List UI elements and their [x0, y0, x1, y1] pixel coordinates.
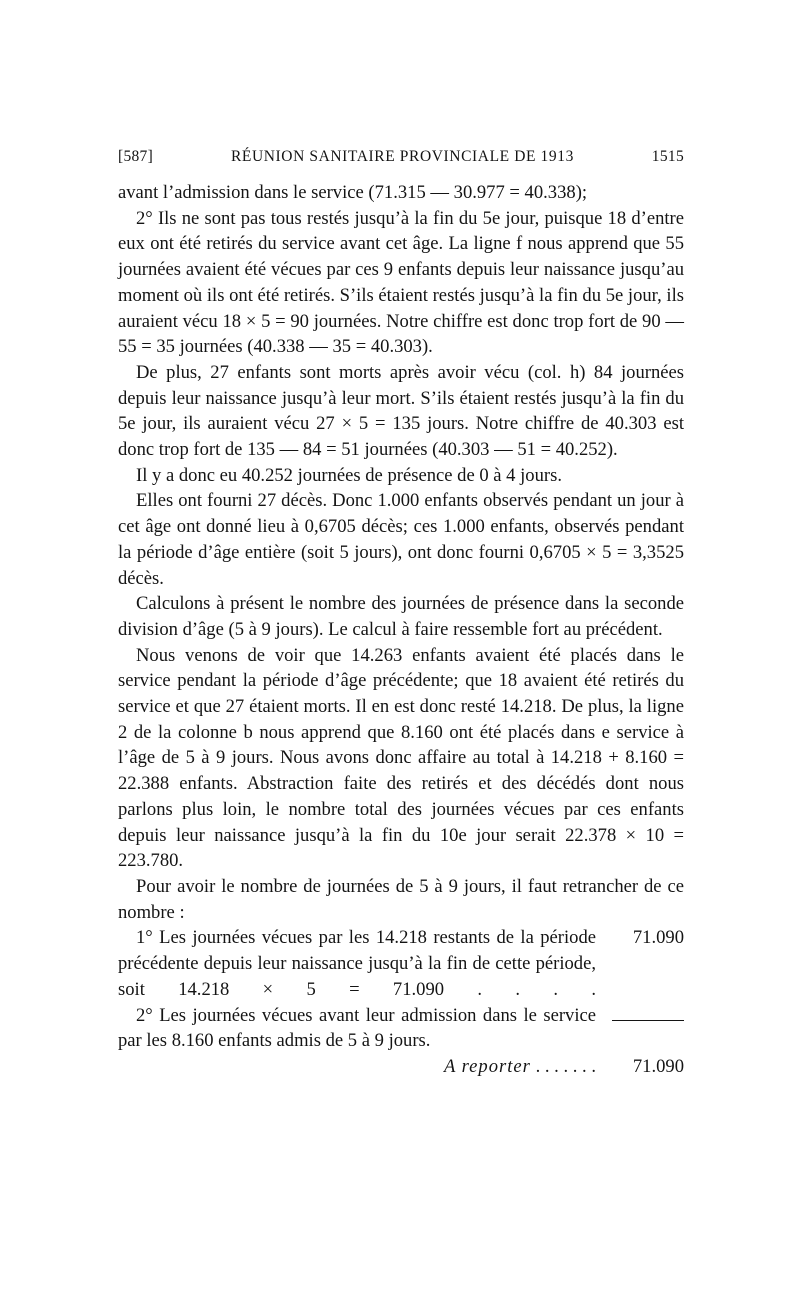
carry-forward-label: A reporter	[443, 1055, 531, 1077]
list-item-amount: 71.090	[632, 927, 684, 949]
list-item-text: 2° Les journées vécues avant leur admission dans le service par les 8.160 enfants admis de 5 à 9 jours.	[118, 1004, 596, 1052]
paragraph: Nous venons de voir que 14.263 enfants avaient été placés dans le service pendant la période d’âge précédente; que 18 avaient été retirés du service et que 27 étaient morts. Il en est donc resté 14.218. De plus, la ligne 2 de la colonne b nous apprend que 8.160 ont été placés dans e service à l’âge de 5 à 9 jours. Nous avons donc affaire au total à 14.218 + 8.160 = 22.388 enfants. Abstraction faite des retirés et des décédés dont nous parlons plus loin, le nombre total des journées vécues par ces enfants depuis leur naissance jusqu’à la fin du 10e jour serait 22.378 × 10 = 223.780.	[118, 644, 684, 872]
page-reference: [587]	[118, 148, 154, 165]
sum-rule	[612, 1006, 684, 1021]
running-header	[118, 148, 684, 166]
page-body	[118, 180, 684, 1080]
page-number: 1515	[651, 148, 684, 165]
carry-forward-amount: 71.090	[632, 1055, 684, 1077]
list-item	[118, 925, 684, 1002]
document-page	[118, 148, 684, 1080]
list-item-amount-cell	[596, 1003, 684, 1029]
carry-forward-dots: . . . . . . .	[530, 1055, 596, 1077]
list-item-text: 1° Les journées vécues par les 14.218 restants de la période précédente depuis leur naissance jusqu’à la fin de cette période, soit 14.218 × 5 = 71.090 . . . .	[118, 927, 596, 1000]
carry-forward-text	[118, 1054, 596, 1080]
paragraph: Pour avoir le nombre de journées de 5 à 9 jours, il faut retrancher de ce nombre :	[118, 875, 684, 923]
paragraph: 2° Ils ne sont pas tous restés jusqu’à la fin du 5e jour, puisque 18 d’entre eux ont été retirés du service avant cet âge. La ligne f nous apprend que 55 journées avaient été vécues par ces 9 enfants depuis leur naissance jusqu’au moment où ils ont été retirés. S’ils étaient restés jusqu’à la fin du 5e jour, ils auraient vécu 18 × 5 = 90 journées. Notre chiffre est donc trop fort de 90 — 55 = 35 journées (40.338 — 35 = 40.303).	[118, 207, 684, 358]
paragraph: Elles ont fourni 27 décès. Donc 1.000 enfants observés pendant un jour à cet âge ont donné lieu à 0,6705 décès; ces 1.000 enfants, observés pendant la période d’âge entière (soit 5 jours), ont donc fourni 0,6705 × 5 = 3,3525 décès.	[118, 490, 684, 589]
paragraph: De plus, 27 enfants sont morts après avoir vécu (col. h) 84 journées depuis leur naissance jusqu’à leur mort. S’ils étaient restés jusqu’à la fin du 5e jour, ils auraient vécu 27 × 5 = 135 jours. Notre chiffre de 40.303 est donc trop fort de 135 — 84 = 51 journées (40.303 — 51 = 40.252).	[118, 361, 684, 461]
paragraph: Il y a donc eu 40.252 journées de présence de 0 à 4 jours.	[136, 464, 562, 486]
running-title: RÉUNION SANITAIRE PROVINCIALE DE 1913	[230, 148, 574, 165]
paragraph: Calculons à présent le nombre des journées de présence dans la seconde division d’âge (5 à 9 jours). Le calcul à faire ressemble fort au précédent.	[118, 593, 684, 640]
list-item	[118, 1003, 684, 1054]
carry-forward-row	[118, 1054, 684, 1080]
paragraph-continuation: avant l’admission dans le service (71.315 — 30.977 = 40.338);	[118, 182, 588, 203]
